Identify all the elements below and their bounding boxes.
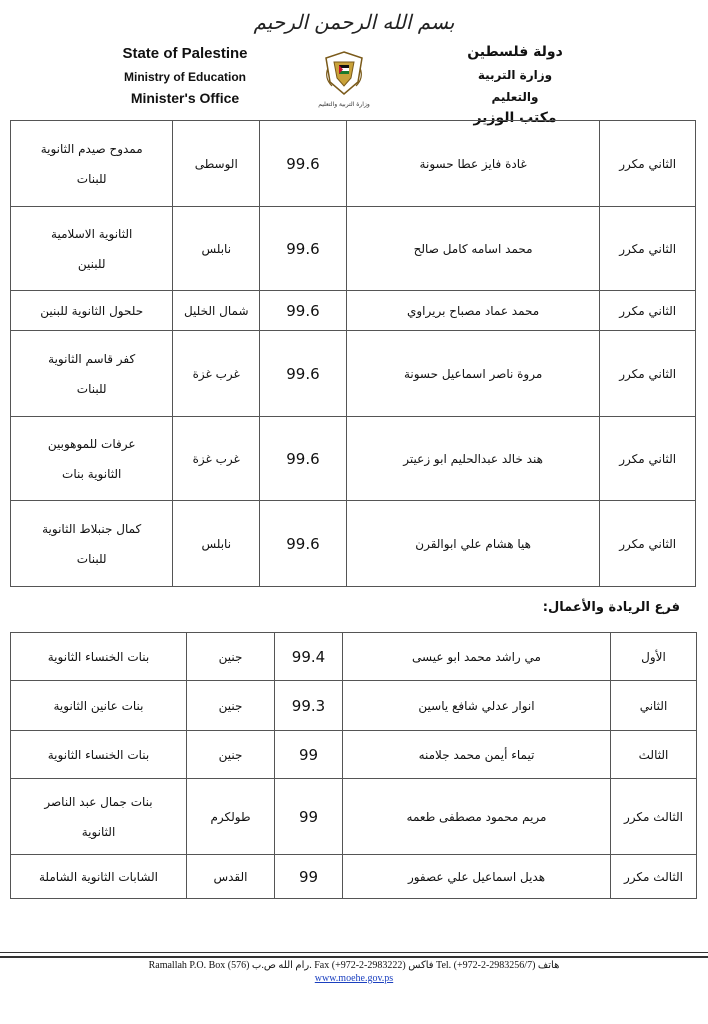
district-cell: غرب غزة	[173, 331, 260, 417]
name-cell: هديل اسماعيل علي عصفور	[343, 855, 611, 899]
score-cell: 99.6	[260, 291, 347, 331]
table-row	[11, 207, 696, 291]
score-cell: 99.3	[275, 681, 343, 731]
school-line: بنات الخنساء الثانوية	[47, 649, 150, 664]
school-cell	[11, 779, 187, 855]
district-cell: شمال الخليل	[173, 291, 260, 331]
state-name-en: State of Palestine	[122, 45, 248, 62]
table-row	[11, 501, 696, 587]
school-line: بنات الخنساء الثانوية	[47, 747, 150, 762]
district-cell: جنين	[187, 633, 275, 681]
district-cell: جنين	[187, 731, 275, 779]
ministry-name-ar: وزارة التربية والتعليم	[477, 68, 553, 104]
rank-cell: الثاني	[611, 681, 697, 731]
website-link[interactable]: www.moehe.gov.ps	[314, 973, 394, 984]
school-line: للبنات	[76, 381, 107, 396]
school-line: كفر قاسم الثانوية	[48, 351, 136, 366]
results-table-2	[10, 632, 697, 899]
district-cell: نابلس	[173, 501, 260, 587]
name-cell: محمد عماد مصباح بريراوي	[346, 291, 600, 331]
name-cell: تيماء أيمن محمد جلامنه	[343, 731, 611, 779]
school-line: الثانوية الاسلامية	[51, 226, 133, 241]
school-line: للبنات	[76, 551, 107, 566]
table-row	[11, 681, 697, 731]
table-row	[11, 331, 696, 417]
office-name-ar: مكتب الوزير	[473, 110, 557, 126]
state-name-ar: دولة فلسطين	[467, 44, 563, 60]
rank-cell: الثاني مكرر	[600, 331, 696, 417]
footer	[0, 960, 708, 984]
school-line: للبنات	[76, 171, 107, 186]
school-cell	[11, 633, 187, 681]
table-row	[11, 731, 697, 779]
name-cell: انوار عدلي شافع ياسين	[343, 681, 611, 731]
name-cell: مي راشد محمد ابو عيسى	[343, 633, 611, 681]
score-cell: 99.6	[260, 501, 347, 587]
name-cell: هيا هشام علي ابوالقرن	[346, 501, 600, 587]
emblem-caption: وزارة التربية والتعليم	[318, 101, 370, 108]
score-cell: 99.6	[260, 417, 347, 501]
rank-cell: الثاني مكرر	[600, 501, 696, 587]
bismillah: بسم الله الرحمن الرحيم	[253, 10, 455, 34]
school-cell	[11, 501, 173, 587]
school-line: بنات عانين الثانوية	[53, 698, 144, 713]
rank-cell: الثالث مكرر	[611, 855, 697, 899]
results-table-1	[10, 120, 696, 587]
score-cell: 99	[275, 779, 343, 855]
footer-address: Ramallah P.O. Box (576) رام الله ص.ب. Fax (+972-2-2983222) فاكس Tel. (+972-2-2983256/7) هاتف	[148, 960, 560, 971]
name-cell: مريم محمود مصطفى طعمه	[343, 779, 611, 855]
rank-cell: الثاني مكرر	[600, 417, 696, 501]
school-cell	[11, 417, 173, 501]
header-english	[100, 44, 270, 108]
score-cell: 99.6	[260, 121, 347, 207]
table-row	[11, 121, 696, 207]
school-cell	[11, 731, 187, 779]
rank-cell: الثاني مكرر	[600, 121, 696, 207]
footer-divider	[0, 952, 708, 953]
school-cell	[11, 681, 187, 731]
district-cell: غرب غزة	[173, 417, 260, 501]
rank-cell: الثاني مكرر	[600, 207, 696, 291]
district-cell: نابلس	[173, 207, 260, 291]
district-cell: جنين	[187, 681, 275, 731]
table-row	[11, 417, 696, 501]
district-cell: الوسطى	[173, 121, 260, 207]
ministry-name-en: Ministry of Education	[123, 70, 246, 84]
school-line: بنات جمال عبد الناصر	[44, 794, 153, 809]
school-line: عرفات للموهوبين	[47, 436, 136, 451]
header-arabic	[455, 42, 575, 128]
school-line: حلحول الثانوية للبنين	[40, 303, 144, 318]
school-cell	[11, 855, 187, 899]
office-name-en: Minister's Office	[130, 90, 240, 106]
school-cell	[11, 331, 173, 417]
name-cell: مروة ناصر اسماعيل حسونة	[346, 331, 600, 417]
table-row	[11, 855, 697, 899]
name-cell: محمد اسامه كامل صالح	[346, 207, 600, 291]
branch-title: فرع الريادة والأعمال:	[542, 600, 680, 615]
footer-divider-thick	[0, 956, 708, 958]
school-line: كمال جنبلاط الثانوية	[42, 521, 142, 536]
district-cell: القدس	[187, 855, 275, 899]
score-cell: 99	[275, 855, 343, 899]
school-line: الثانوية بنات	[62, 466, 122, 481]
score-cell: 99.6	[260, 207, 347, 291]
score-cell: 99.4	[275, 633, 343, 681]
table-row	[11, 291, 696, 331]
palestine-emblem-icon	[318, 48, 370, 110]
school-line: للبنين	[77, 256, 106, 271]
school-cell	[11, 207, 173, 291]
school-cell	[11, 121, 173, 207]
table-row	[11, 779, 697, 855]
name-cell: غادة فايز عطا حسونة	[346, 121, 600, 207]
rank-cell: الأول	[611, 633, 697, 681]
school-line: الشابات الثانوية الشاملة	[38, 869, 159, 884]
rank-cell: الثالث مكرر	[611, 779, 697, 855]
rank-cell: الثاني مكرر	[600, 291, 696, 331]
score-cell: 99	[275, 731, 343, 779]
name-cell: هند خالد عبدالحليم ابو زعيتر	[346, 417, 600, 501]
school-line: الثانوية	[81, 824, 116, 839]
rank-cell: الثالث	[611, 731, 697, 779]
table-row	[11, 633, 697, 681]
district-cell: طولكرم	[187, 779, 275, 855]
school-cell	[11, 291, 173, 331]
score-cell: 99.6	[260, 331, 347, 417]
school-line: ممدوح صيدم الثانوية	[40, 141, 143, 156]
